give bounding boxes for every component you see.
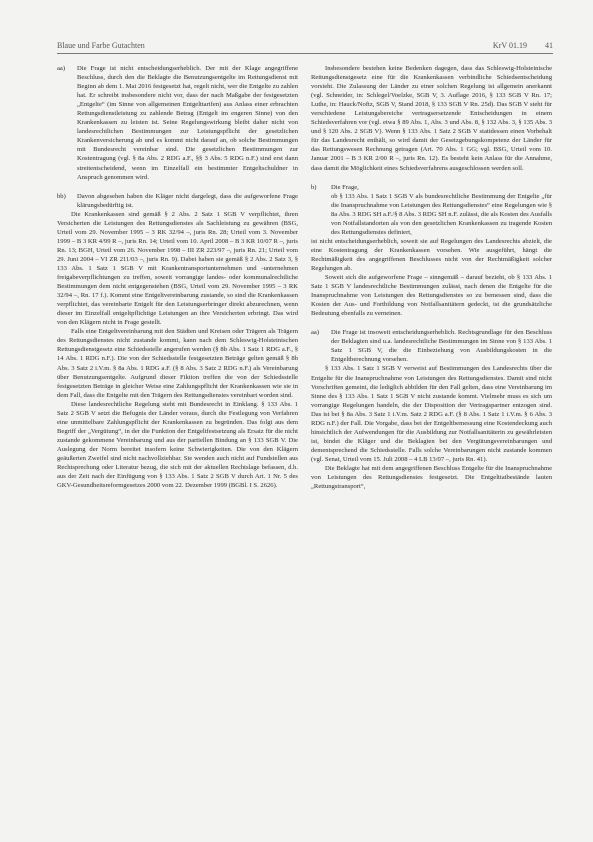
paragraph-aa-right xyxy=(311,328,552,364)
paragraph-bb xyxy=(57,192,298,210)
paragraph-text: Die Frage ist nicht entscheidungserheblich. Der mit der Klage angegriffene Beschluss, durch den die Beklagte die Benutzungsentgelte im Rettungsdienst mit Beginn ab dem 1. Mai 2016 festgesetzt hat, regelt nicht, wer die Entgelte zu zahlen hat. Er schreibt insbesondere nicht vor, dass der nach Maßgabe der festgesetzten „Entgelte“ (im Sinne von allgemeinen Entgelttarifen) aus Anlass einer erbrachten Rettungsdienstleistung zu zahlende Betrag (Entgelt im engeren Sinne) von den Krankenkassen zu leisten ist. Seine Regelungswirkung bleibt daher nicht von landesrechtlichen Bestimmungen zur Leistungspflicht der gesetzlichen Krankenversicherung ab und es kommt nicht darauf an, ob solche Bestimmungen mit Bundesrecht vereinbar sind. Die gesetzlichen Bestimmungen zur Kostentragung (vgl. § 8a Abs. 2 RDG a.F., §§ 3 Abs. 5 RDG n.F.) sind erst dann streitentscheidend, wenn im Einzelfall ein bestimmter Entgeltschuldner in Anspruch genommen wird. xyxy=(77,65,298,181)
paragraph-text: Davon abgesehen haben die Kläger nicht dargelegt, dass die aufgeworfene Frage klärungsbedürftig ist. xyxy=(77,192,298,209)
header-left: Blaue und Farbe Gutachten xyxy=(57,40,145,50)
journal-issue: KrV 01.19 xyxy=(492,40,527,50)
page-number: 41 xyxy=(545,40,553,50)
paragraph-text: Die Frage, xyxy=(331,183,359,191)
paragraph-aa xyxy=(57,64,298,182)
paragraph-text: Die Frage ist insoweit entscheidungserheblich. Rechtsgrundlage für den Beschluss der Beklagten sind u.a. landesrechtliche Bestimmungen im Sinne von § 133 Abs. 1 Satz 1 SGB V, die die Einbeziehung von Ausbildungskosten in die Entgeltberechnung vorsehen. xyxy=(331,329,552,364)
paragraph-text: Insbesondere bestehen keine Bedenken dagegen, dass das Schleswig-Holsteinische Rettungsdienstgesetz eine für die Krankenkassen verbindliche Schiedsentscheidung vorsieht. Die Zulassung der Länder zu einer solchen Regelung ist allgemein anerkannt (vgl. Schneider, in: Schlegel/Voelzke, SGB V, 3. Auflage 2016, § 133 SGB V Rn. 17; Luthe, in: Hauck/Noftz, SGB V, Stand 2018, § 133 SGB V Rn. 25d). Das SGB V sieht für verschiedene Leistungsbereiche vertragsersetzende Entscheidungen in einem Schiedsverfahren vor (vgl. etwa § 89 Abs. 1, Abs. 3 und Abs. 8, § 132 Abs. 3, § 135 Abs. 3 und § 120 Abs. 2 SGB V). Wenn § 133 Abs. 1 Satz 2 SGB V stattdessen einen Vorbehalt für das Landesrecht enthält, so wird damit der Gesetzgebungskompetenz der Länder für das Rettungswesen Rechnung getragen (Art. 70 Abs. 1 GG; vgl. BSG, Urteil vom 10. Januar 2001 – B 3 KR 2/00 R –, juris Rn. 12). Es besteht kein Anlass für die Annahme, dass damit die Möglichkeit eines Schiedsverfahrens ausgeschlossen werden soll. xyxy=(311,65,552,172)
right-column xyxy=(311,64,552,794)
header-rule xyxy=(57,53,553,54)
paragraph-label: b) xyxy=(311,183,317,191)
header-right xyxy=(493,41,553,50)
paragraph-text: Falls eine Entgeltvereinbarung mit den Städten und Kreisen oder Trägern als Trägern des Rettungsdienstes nicht zustande kommt, kann nach dem Schleswig-Holsteinischen Rettungsdienstgesetz eine Schiedsstelle angerufen werden (§ 8b Abs. 1 Satz 1 RDG a.F., § 14 Abs. 1 RDG n.F.). Die von der Schiedsstelle festgesetzten Beträge gelten gemäß § 8b Abs. 3 Satz 2 i.V.m. § 8a Abs. 1 RDG a.F. (§ 8 Abs. 3 Satz 2 RDG n.F.) als Vereinbarung über Benutzungsentgelte. Aufgrund dieser Fiktion treffen die von der Schiedsstelle festgesetzten Beträge in gleicher Weise eine Zahlungspflicht der Krankenkassen wie sie in dem Fall, dass die Entgelte mit den Trägern des Rettungsdienstes vereinbart worden sind. xyxy=(57,328,298,399)
block-quote: ob § 133 Abs. 1 Satz 1 SGB V als bundesrechtliche Bestimmung der Entgelte „für die Inanspruchnahme von Leistungen des Rettungsdienstes“ eine Regelungen wie § 8a Abs. 3 RDG SH a.F./§ 8 Abs. 3 RDG SH n.F. zulässt, die als Kosten des Ausfalls von Notfallstandorten als von den gesetzlichen Krankenkassen zu tragende Kosten des Rettungsdienstes definiert, xyxy=(331,192,552,236)
paragraph-b xyxy=(311,183,552,192)
running-header xyxy=(57,38,553,52)
paragraph-text: Die Beklagte hat mit dem angegriffenen Beschluss Entgelte für die Inanspruchnahme von Leistungen des Rettungsdienstes festgesetzt. Die Entgelttatbestände lauten „Rettungstransport“, xyxy=(311,464,552,491)
paragraph-text: Diese landesrechtliche Regelung steht mit Bundesrecht in Einklang. § 133 Abs. 1 Satz 2 SGB V setzt die Befugnis der Länder voraus, durch die Festlegung von Verfahren eine unmittelbare Zahlungspflicht der Krankenkassen zu begründen. Das folgt aus dem Begriff der „Vergütung“, in der die Funktion der Entgeltfestsetzung als Ersatz für die nicht zustande gekommene Vereinbarung und aus der partiellen Bindung an § 133 SGB V. Die Auslegung der Norm bereitet insofern keine Schwierigkeiten. Die von den Klägern geäußerten Zweifel sind nicht nachvollziehbar. Sie wenden auch nicht auf Fundstellen aus Rechtsprechung oder Literatur bezug, die sich mit der aktuellen Rechtslage befassen, d.h. aus der Zeit nach der Einfügung von § 133 Abs. 1 Satz 2 SGB V durch Art. 1 Nr. 5 des GKV-Gesundheitsreformgesetzes 2000 vom 22. Dezember 1999 (BGBl. I S. 2626). xyxy=(57,400,298,490)
paragraph-text: § 133 Abs. 1 Satz 1 SGB V verweist auf Bestimmungen des Landesrechts über die Entgelte für die Inanspruchnahme von Leistungen des Rettungsdienstes. Damit sind nicht Vorschriften gemeint, die lediglich abbilden für den Fall gelten, dass eine Vereinbarung im Sinne des § 133 Abs. 1 Satz 1 SGB V nicht zustande kommt. Vielmehr muss es sich um vorrangige Regelungen handeln, die der Disposition der Vertragspartner entzogen sind. Das ist bei § 8a Abs. 3 Satz 1 i.V.m. Satz 2 RDG a.F. (§ 8 Abs. 1 Satz 1 i.V.m. § 6 Abs. 3 RDG n.F.) der Fall. Die Vorgabe, dass bei der Entgeltbemessung eine Kostendeckung auch hinsichtlich der Aufwendungen für die Ausbildung zur Notfallsanitäterin zu gewährleisten ist, bindet die Kläger und die Beklagten bei den Vergütungsvereinbarungen und dementsprechend die Schiedsstelle. Falls solche Vereinbarungen nicht zustande kommen (vgl. Senat, Urteil vom 15. Juli 2008 – 4 LB 13/07 –, juris Rn. 41). xyxy=(311,365,552,463)
paragraph-label: aa) xyxy=(57,65,66,72)
left-column xyxy=(57,64,298,794)
paragraph-label: aa) xyxy=(311,329,320,337)
paragraph-label: bb) xyxy=(57,192,66,200)
paragraph-text: ist nicht entscheidungserheblich, soweit sie auf Regelungen des Landesrechts abzielt, die eine Kostentragung der Krankenkassen vorsehen. Wie ausgeführt, hängt die Rechtmäßigkeit des angegriffenen Beschlusses nicht von der Rechtmäßigkeit solcher Regelungen ab. xyxy=(311,237,552,272)
paragraph-text: Soweit sich die aufgeworfene Frage – sinngemäß – darauf bezieht, ob § 133 Abs. 1 Satz 1 SGB V landesrechtliche Bestimmungen zulässt, nach denen die Entgelte für die Inanspruchnahme von Leistungen des Rettungsdienstes so zu bemessen sind, dass die Kosten der Aus- und Fortbildung von Notfallsanitätern gedeckt, ist die grundsätzliche Bedeutung ebenfalls zu verneinen. xyxy=(311,274,552,318)
paragraph-text: Die Krankenkassen sind gemäß § 2 Abs. 2 Satz 1 SGB V verpflichtet, ihren Versicherten die Leistungen des Rettungsdienstes als Sachleistung zu gewähren (BSG, Urteil vom 29. November 1995 – 3 RK 32/94 –, juris Rn. 28; Urteil vom 3. November 1999 – B 3 KR 4/99 R –, juris Rn. 14; Urteil vom 10. April 2008 – B 3 KR 10/07 R –, juris Rn. 13; BGH, Urteil vom 26. November 1998 – III ZR 223/97 –, juris Rn. 21; Urteil vom 29. Juni 2004 – VI ZR 211/03 –, juris Rn. 9). Dabei haben sie gemäß § 2 Abs. 2 Satz 3, § 133 Abs. 1 Satz 1 SGB V mit Krankentransportunternehmen und -unternehmen freigabeverpflichtungen zu treffen, soweit vorrangige landes- oder kommunalrechtliche Bestimmungen dem nicht entgegenstehen (BSG, Urteil vom 29. November 1995 – 3 RK 32/94 –, Rn. 17 f.). Kommt eine Entgeltvereinbarung zustande, so sind die Krankenkassen verpflichtet, das vereinbarte Entgelt für den Leistungserbringer direkt abzurechnen, wenn dieser im Einzelfall entgeltpflichtige Leistungen an ihre Versicherten erbringt. Das wird von den Klägern nicht in Frage gestellt. xyxy=(57,210,298,327)
